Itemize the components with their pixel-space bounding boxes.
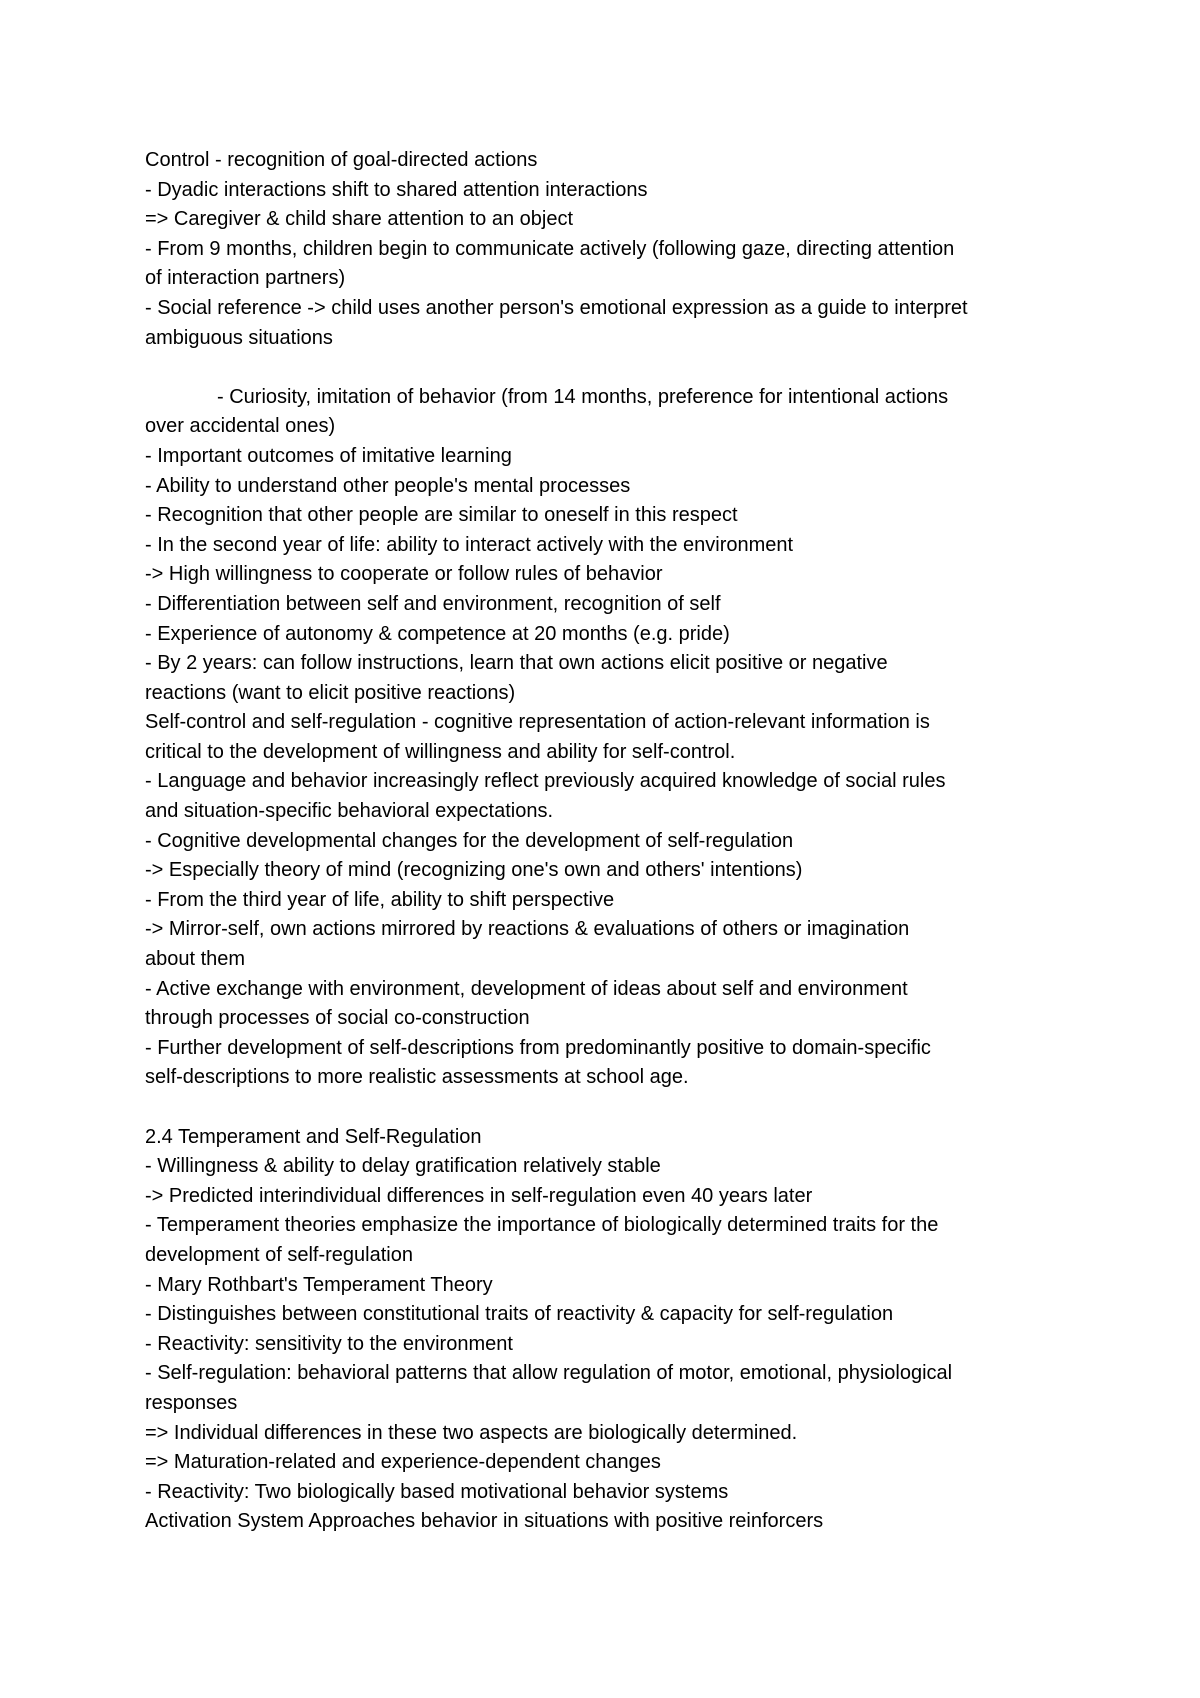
text-line: - Dyadic interactions shift to shared attention interactions <box>145 178 648 201</box>
text-line: over accidental ones) <box>145 415 336 438</box>
text-line: Control - recognition of goal-directed actions <box>145 149 538 171</box>
text-line: about them <box>145 948 246 971</box>
text-line: - Temperament theories emphasize the importance of biologically determined traits for the <box>145 1214 939 1237</box>
text-line: Self-control and self-regulation - cognitive representation of action-relevant information is <box>145 711 930 734</box>
blank-line <box>145 1093 1085 1123</box>
text-line: -> Especially theory of mind (recognizing one's own and others' intentions) <box>145 859 803 882</box>
blank-line <box>145 353 1085 383</box>
text-line: - Recognition that other people are similar to oneself in this respect <box>145 504 738 527</box>
text-line: -> Mirror-self, own actions mirrored by reactions & evaluations of others or imagination <box>145 918 910 941</box>
text-line: - Important outcomes of imitative learning <box>145 444 512 467</box>
text-line: Activation System Approaches behavior in situations with positive reinforcers <box>145 1510 824 1533</box>
text-line: - Language and behavior increasingly reflect previously acquired knowledge of social rules <box>145 770 946 793</box>
text-line: - Active exchange with environment, development of ideas about self and environment <box>145 977 908 1000</box>
text-line: -> High willingness to cooperate or follow rules of behavior <box>145 563 663 586</box>
text-line: - Further development of self-descriptions from predominantly positive to domain-specific <box>145 1036 931 1059</box>
text-line: self-descriptions to more realistic assessments at school age. <box>145 1066 689 1089</box>
text-line: - Ability to understand other people's mental processes <box>145 474 631 497</box>
text-line: => Individual differences in these two aspects are biologically determined. <box>145 1421 798 1444</box>
text-line: - Self-regulation: behavioral patterns that allow regulation of motor, emotional, physiological <box>145 1362 953 1385</box>
text-line: - Reactivity: Two biologically based motivational behavior systems <box>145 1480 729 1503</box>
text-line: critical to the development of willingness and ability for self-control. <box>145 740 736 763</box>
text-line: - Willingness & ability to delay gratification relatively stable <box>145 1155 661 1178</box>
text-line: reactions (want to elicit positive reactions) <box>145 681 516 704</box>
text-line: of interaction partners) <box>145 267 346 290</box>
text-line: - Reactivity: sensitivity to the environment <box>145 1332 513 1355</box>
text-line: - By 2 years: can follow instructions, learn that own actions elicit positive or negative <box>145 652 888 675</box>
text-line: -> Predicted interindividual differences in self-regulation even 40 years later <box>145 1184 813 1207</box>
text-line: ambiguous situations <box>145 326 333 349</box>
text-line: - Cognitive developmental changes for the development of self-regulation <box>145 829 794 852</box>
text-line: - Differentiation between self and environment, recognition of self <box>145 592 721 615</box>
text-line: and situation-specific behavioral expectations. <box>145 800 554 823</box>
text-line: - Mary Rothbart's Temperament Theory <box>145 1273 493 1296</box>
text-line-indented: - Curiosity, imitation of behavior (from 14 months, preference for intentional actions <box>217 385 949 408</box>
section-heading: 2.4 Temperament and Self-Regulation <box>145 1125 482 1148</box>
text-line: responses <box>145 1391 238 1414</box>
text-line: development of self-regulation <box>145 1243 413 1266</box>
text-line: - Distinguishes between constitutional traits of reactivity & capacity for self-regulation <box>145 1303 894 1326</box>
document-body <box>145 146 1085 1537</box>
text-line: - In the second year of life: ability to interact actively with the environment <box>145 533 794 556</box>
text-line: => Maturation-related and experience-dependent changes <box>145 1451 661 1474</box>
text-line: - Experience of autonomy & competence at 20 months (e.g. pride) <box>145 622 730 645</box>
text-line: - From the third year of life, ability to shift perspective <box>145 888 615 911</box>
text-line: through processes of social co-construction <box>145 1007 530 1030</box>
text-line: - From 9 months, children begin to communicate actively (following gaze, directing attention <box>145 237 955 260</box>
text-line: => Caregiver & child share attention to an object <box>145 208 574 231</box>
text-line: - Social reference -> child uses another person's emotional expression as a guide to interpret <box>145 296 968 319</box>
